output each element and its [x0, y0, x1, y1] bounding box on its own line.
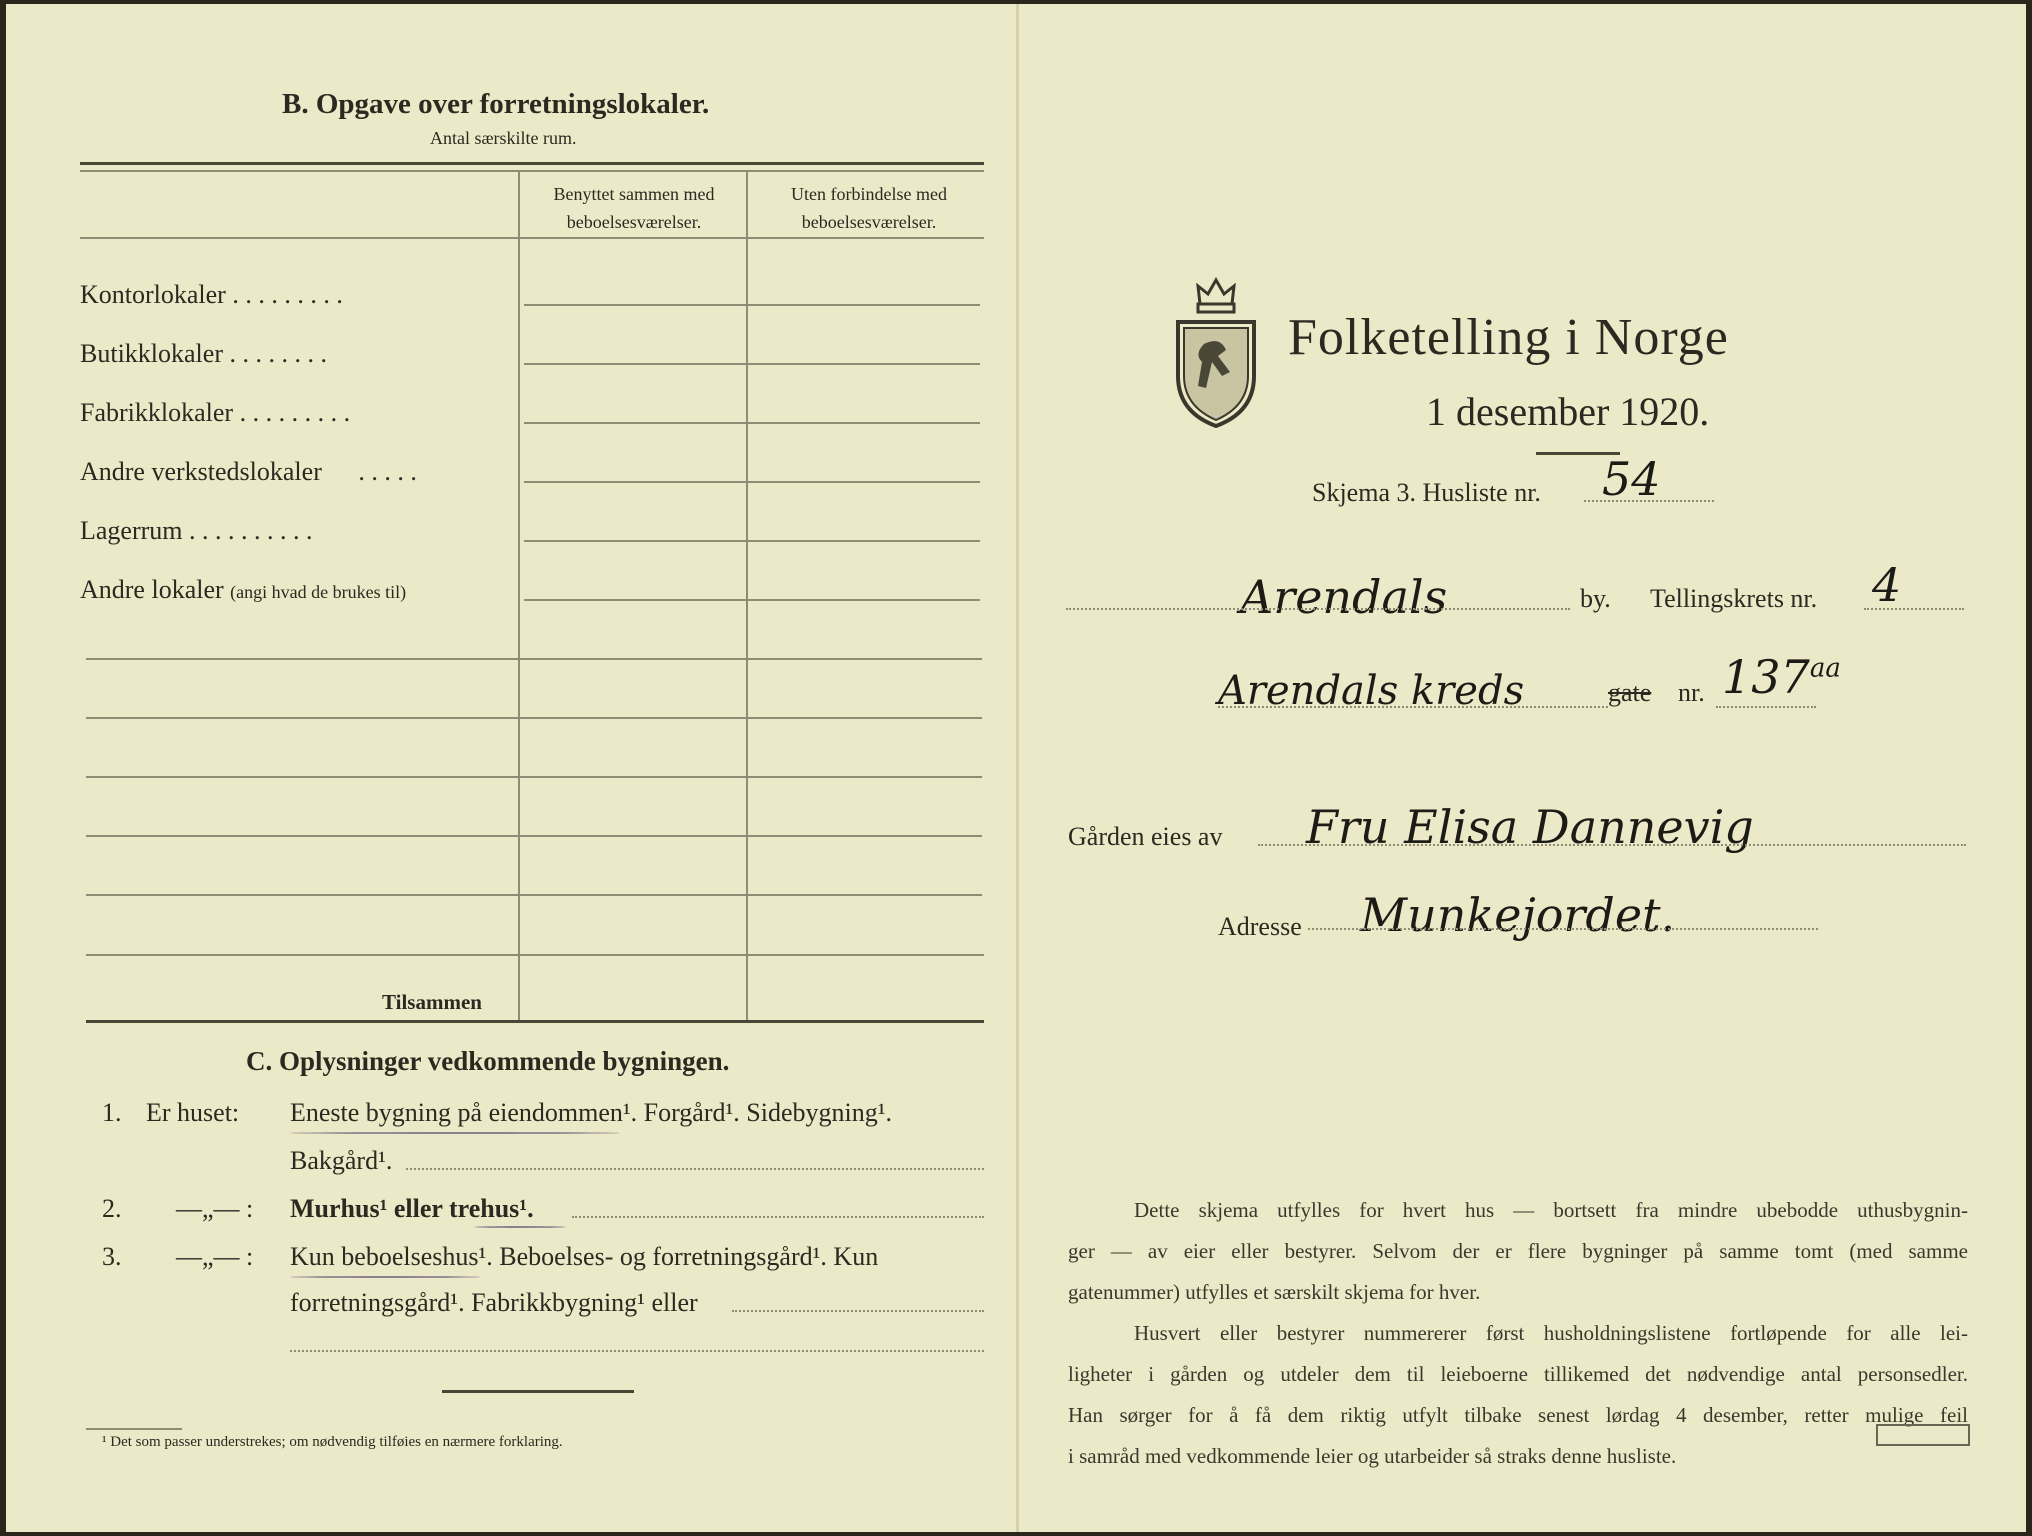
by-value: Arendals: [1240, 570, 1448, 624]
printer-stamp-box: [1876, 1424, 1970, 1446]
row-label-butikk: Butikklokaler . . . . . . . .: [80, 339, 327, 368]
street-nr-line: [1716, 706, 1816, 708]
row-line-11: [86, 894, 982, 896]
row-label-kontor: Kontorlokaler . . . . . . . . .: [80, 280, 343, 309]
row-line-8: [86, 717, 982, 719]
row-line-10: [86, 835, 982, 837]
q1-number: 1.: [102, 1098, 122, 1127]
address-value: Munkejordet.: [1360, 888, 1676, 942]
table-top-rule-2: [80, 170, 984, 172]
husliste-nr-value: 54: [1602, 452, 1661, 506]
q2-prompt: —„— :: [176, 1194, 254, 1223]
norway-coat-of-arms-icon: [1168, 276, 1264, 428]
q2-underline-mark: [474, 1226, 566, 1228]
skjema-label: Skjema 3. Husliste nr.: [1312, 478, 1541, 507]
owner-line: [1258, 844, 1966, 846]
husliste-nr-line: [1584, 500, 1714, 502]
instructions: Dette skjema utfylles for hvert hus — bortsett fra mindre ubebodde uthusbygnin- ger — av eier eller bestyrer. Selvom der er flere bygninger på samme tomt (med samme gatenummer) utfylles et særskilt skjema for hver. Husvert eller bestyrer nummererer først husholdningslistene fortløpende for alle lei- ligheter i gården og utdeler dem til leieboerne tillikemed det nødvendige antal personsedler. Han sørger for å få dem riktig utfylt tilbake senest lørdag 4 desember, retter mulige feil i samråd med vedkommende leier og utarbeider så straks denne husliste.: [1068, 1198, 1968, 1468]
total-label: Tilsammen: [382, 990, 482, 1014]
owner-label: Gården eies av: [1068, 822, 1223, 851]
footnote-rule: [86, 1428, 182, 1430]
row-label-lager: Lagerrum . . . . . . . . . .: [80, 516, 313, 545]
row-line-5: [524, 540, 980, 542]
census-date: 1 desember 1920.: [1426, 389, 1710, 434]
table-top-rule: [80, 162, 984, 165]
gate-label: gate: [1608, 678, 1652, 707]
total-rule: [86, 954, 984, 956]
row-label-andre: Andre lokaler (angi hvad de brukes til): [80, 575, 407, 604]
tellingskrets-label: Tellingskrets nr.: [1650, 584, 1818, 613]
section-b-subtitle: Antal særskilte rum.: [430, 128, 577, 148]
address-line: [1308, 928, 1818, 930]
tellingskrets-line: [1864, 608, 1964, 610]
tellingskrets-nr-value: 4: [1872, 558, 1902, 612]
section-b-title: B. Opgave over forretningslokaler.: [282, 88, 710, 120]
q3-underline-mark: [290, 1276, 480, 1278]
col-header-with-dwelling: Benyttet sammen med beboelsesværelser.: [553, 184, 715, 232]
q3-answer-line: [732, 1310, 984, 1312]
table-header-rule: [80, 237, 984, 239]
row-line-9: [86, 776, 982, 778]
q2-number: 2.: [102, 1194, 122, 1223]
q3-number: 3.: [102, 1242, 122, 1271]
section-c-end-rule: [442, 1390, 634, 1393]
row-line-1: [524, 304, 980, 306]
footnote: ¹ Det som passer understrekes; om nødvendig tilføies en nærmere forklaring.: [102, 1434, 563, 1450]
q1-options: Eneste bygning på eiendommen¹. Forgård¹. Sidebygning¹.: [290, 1098, 893, 1127]
row-line-3: [524, 422, 980, 424]
col-header-without-dwelling: Uten forbindelse med beboelsesværelser.: [791, 184, 947, 232]
page-fold: [1016, 4, 1019, 1532]
row-label-verksted: Andre verkstedslokaler . . . . .: [80, 457, 417, 486]
q3-answer-line-2: [290, 1350, 984, 1352]
owner-value: Fru Elisa Dannevig: [1306, 800, 1754, 854]
q3-prompt: —„— :: [176, 1242, 254, 1271]
by-line: [1066, 608, 1570, 610]
table-bottom-rule: [86, 1020, 984, 1023]
street-nr-label: nr.: [1678, 678, 1705, 707]
by-suffix: by.: [1580, 584, 1611, 613]
table-col-divider-2: [746, 170, 748, 1020]
table-col-divider-1: [518, 170, 520, 1020]
street-value: Arendals kreds: [1218, 668, 1525, 714]
row-line-4: [524, 481, 980, 483]
street-line: [1218, 706, 1608, 708]
row-line-6: [524, 599, 980, 601]
q1-options-2: Bakgård¹.: [290, 1146, 393, 1175]
form-title: Folketelling i Norge: [1288, 309, 1729, 366]
row-line-7: [86, 658, 982, 660]
section-c-title: C. Oplysninger vedkommende bygningen.: [246, 1046, 730, 1076]
q1-prompt: Er huset:: [146, 1098, 240, 1127]
q2-options: Murhus¹ eller trehus¹.: [290, 1194, 534, 1223]
census-form-sheet: [6, 4, 2026, 1532]
q1-underline-mark: [290, 1132, 620, 1134]
row-label-fabrikk: Fabrikklokaler . . . . . . . . .: [80, 398, 351, 427]
q2-answer-line: [572, 1216, 984, 1218]
address-label: Adresse: [1218, 912, 1302, 941]
q3-options-2: forretningsgård¹. Fabrikkbygning¹ eller: [290, 1288, 698, 1317]
street-nr-value: $137^{aa}$: [1722, 650, 1841, 704]
q3-options: Kun beboelseshus¹. Beboelses- og forretningsgård¹. Kun: [290, 1242, 879, 1271]
row-line-2: [524, 363, 980, 365]
q1-answer-line: [406, 1168, 984, 1170]
